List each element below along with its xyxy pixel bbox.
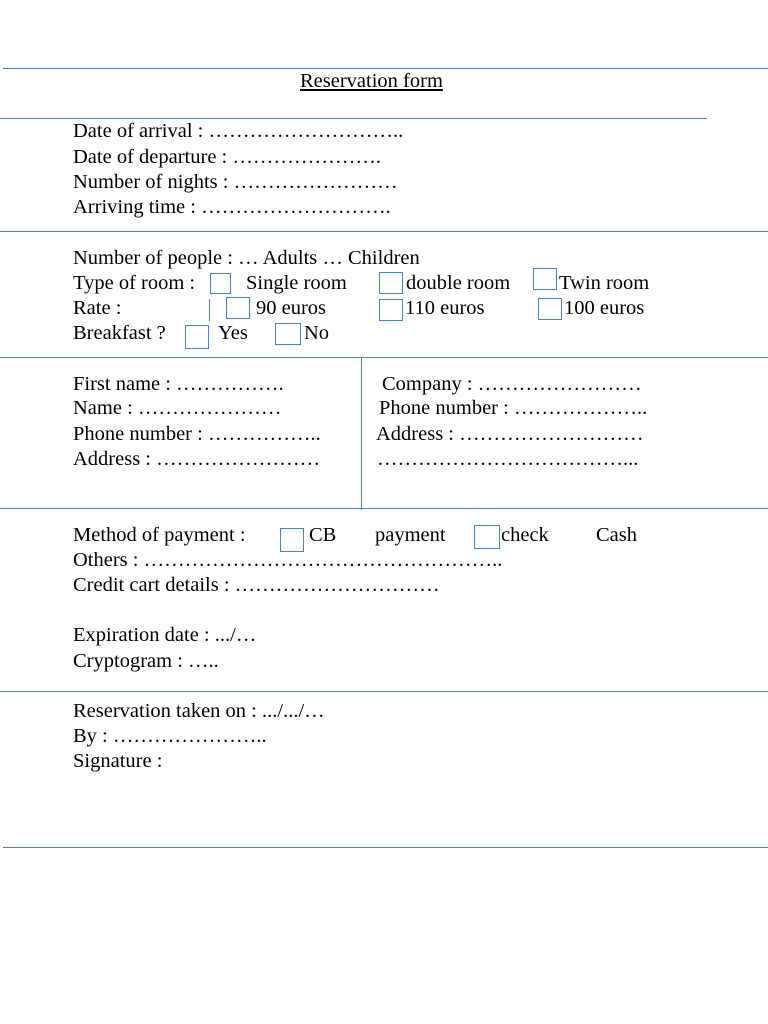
divider-room-bottom bbox=[0, 357, 768, 358]
double-room-label: double room bbox=[406, 272, 511, 294]
company-address-line2-field[interactable]: ………………………………... bbox=[377, 448, 639, 470]
cash-label: Cash bbox=[596, 524, 637, 546]
divider-footer-bottom bbox=[3, 847, 768, 848]
number-of-nights-field[interactable]: Number of nights : …………………… bbox=[73, 171, 398, 193]
date-of-arrival-field[interactable]: Date of arrival : ……………………….. bbox=[73, 120, 404, 142]
rate-label: Rate : bbox=[73, 297, 122, 319]
expiration-date-field[interactable]: Expiration date : .../… bbox=[73, 624, 257, 646]
check-payment-checkbox[interactable] bbox=[474, 525, 500, 549]
rate-separator bbox=[209, 299, 210, 321]
breakfast-yes-checkbox[interactable] bbox=[185, 325, 209, 349]
cb-label: CB bbox=[309, 524, 337, 546]
page-title: Reservation form bbox=[300, 70, 443, 92]
reservation-taken-on-field[interactable]: Reservation taken on : .../.../… bbox=[73, 700, 325, 722]
arriving-time-field[interactable]: Arriving time : ………………………. bbox=[73, 196, 391, 218]
room-type-label: Type of room : bbox=[73, 272, 196, 294]
company-phone-field[interactable]: Phone number : ……………….. bbox=[379, 397, 648, 419]
divider-stay-bottom bbox=[0, 231, 768, 232]
date-of-departure-field[interactable]: Date of departure : …………………. bbox=[73, 146, 381, 168]
company-field[interactable]: Company : …………………… bbox=[382, 373, 642, 395]
by-field[interactable]: By : ………………….. bbox=[73, 725, 267, 747]
twin-room-checkbox[interactable] bbox=[533, 268, 557, 290]
address-field[interactable]: Address : …………………… bbox=[73, 448, 321, 470]
divider-guest-bottom bbox=[0, 508, 768, 509]
cryptogram-field[interactable]: Cryptogram : ….. bbox=[73, 650, 219, 672]
credit-card-field[interactable]: Credit cart details : ………………………… bbox=[73, 574, 440, 596]
breakfast-no-checkbox[interactable] bbox=[275, 323, 301, 345]
number-of-people-field[interactable]: Number of people : … Adults … Children bbox=[73, 247, 420, 269]
rate-110-checkbox[interactable] bbox=[379, 299, 403, 321]
double-room-checkbox[interactable] bbox=[379, 272, 403, 294]
payment-method-label: Method of payment : bbox=[73, 524, 246, 546]
rate-90-label: 90 euros bbox=[256, 297, 327, 319]
first-name-field[interactable]: First name : ……………. bbox=[73, 373, 284, 395]
check-label: check bbox=[501, 524, 549, 546]
twin-room-label: Twin room bbox=[559, 272, 650, 294]
rate-100-label: 100 euros bbox=[564, 297, 645, 319]
breakfast-label: Breakfast ? bbox=[73, 322, 166, 344]
breakfast-yes-label: Yes bbox=[218, 322, 248, 344]
payment-word-label: payment bbox=[375, 524, 446, 546]
others-field[interactable]: Others : …………………………………………….. bbox=[73, 549, 503, 571]
company-address-field[interactable]: Address : ……………………… bbox=[376, 423, 644, 445]
single-room-checkbox[interactable] bbox=[210, 273, 231, 294]
name-field[interactable]: Name : ………………… bbox=[73, 397, 282, 419]
single-room-label: Single room bbox=[246, 272, 347, 294]
rate-90-checkbox[interactable] bbox=[226, 297, 250, 319]
divider-guest-company bbox=[361, 358, 362, 510]
breakfast-no-label: No bbox=[304, 322, 330, 344]
phone-number-field[interactable]: Phone number : …………….. bbox=[73, 423, 321, 445]
rate-110-label: 110 euros bbox=[405, 297, 485, 319]
divider-payment-bottom bbox=[0, 691, 768, 692]
signature-field[interactable]: Signature : bbox=[73, 750, 163, 772]
rate-100-checkbox[interactable] bbox=[538, 298, 562, 320]
